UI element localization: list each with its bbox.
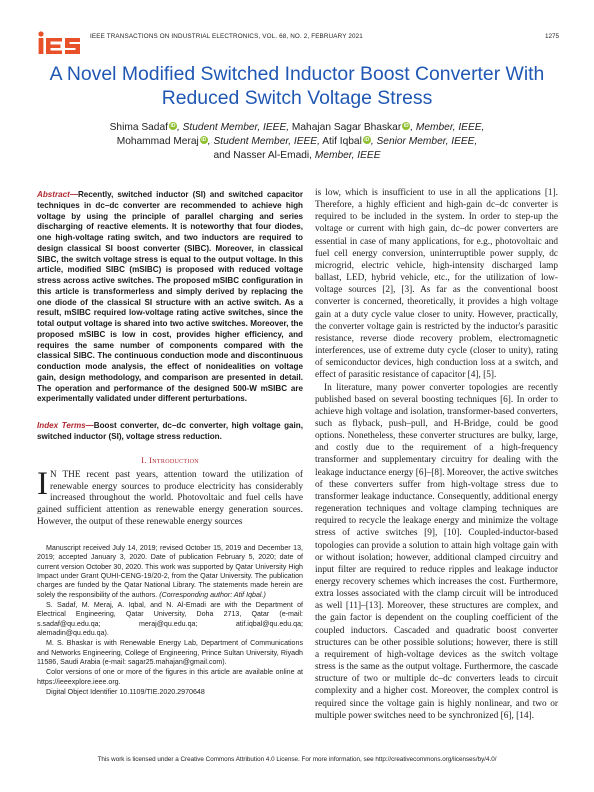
author-name: Atif Iqbal [319, 135, 362, 147]
right-column [315, 187, 558, 722]
author-name: Mohammad Meraj [116, 135, 199, 147]
intro-paragraph [37, 466, 303, 529]
section-number: I. [141, 455, 147, 465]
license-footer: This work is licensed under a Creative Commons Attribution 4.0 License. For more information, see http://creativecommons.org/licenses/by/4.0/ [97, 756, 497, 763]
orcid-icon[interactable]: iD [403, 123, 409, 129]
author-name: Mahajan Sagar Bhaskar [289, 122, 402, 133]
index-terms [37, 421, 303, 443]
orcid-icon[interactable]: iD [170, 123, 176, 129]
orcid-icon[interactable]: iD [364, 136, 370, 143]
paper-title: A Novel Modified Switched Inductor Boost Converter With Reduced Switch Voltage Stress [49, 63, 545, 109]
author-name: Shima Sadaf [109, 122, 168, 133]
index-terms-label: Index Terms— [37, 421, 94, 430]
author-list [60, 121, 534, 162]
abstract-text: Recently, switched inductor (SI) and switched capacitor techniques in dc–dc converter are recommended to achieve high voltage by using the principle of parallel charging and series discharging of reactive elements. It is noteworthy that four diodes, one high-voltage rating switch, and two inductors are required to design classical SI boost converter (SIBC). Moreover, in classical SIBC, the switch voltage stress is equal to the output voltage. In this article, modified SIBC (mSIBC) is proposed with reduced voltage stress across active switches. The proposed mSIBC configuration in this article is transformerless and simply derived by replacing the one diode of the classical SI structure with an active switch. As a result, mSIBC required low-voltage rating active switches, since the total output voltage is shared into two active switches. Moreover, the proposed mSIBC is low in cost, provides higher efficiency, and requires the same number of components compared with the classical SIBC. The continuous conduction mode and discontinuous conduction mode analysis, the effect of nonidealities on voltage gain, design methodology, and comparison are presented in detail. The operation and performance of the designed 500-W mSIBC are experimentally validated under different perturbations. [37, 190, 303, 404]
drop-cap: I [37, 466, 48, 502]
index-terms-text: Boost converter, dc–dc converter, high voltage gain, switched inductor (SI), voltage stress reduction. [37, 421, 303, 441]
author-membership: , Member, IEEE, [410, 122, 485, 133]
page-number: 1275 [544, 33, 559, 40]
author-name: and Nasser Al-Emadi, [213, 149, 312, 161]
section-heading [37, 455, 303, 465]
author-membership: , Senior Member, IEEE, [370, 135, 478, 147]
body-paragraph: In literature, many power converter topologies are recently published based on several boosting techniques [6]. In order to achieve high voltage and isolation, transformer-based converters, such as flyback, push–pull, and H-Bridge, could be good options. Nonetheless, these converter structures are bulky, large, and costly due to the requirement of a high-frequency transformer and supplementary circuitry for dealing with the leakage inductance energy [6]–[8]. Moreover, the active switches of these converters suffer from high-voltage stress due to transformer leakage inductance. Consequently, additional energy regeneration techniques and voltage clamping techniques are required to recycle the leakage energy and minimize the voltage stress of active switches [9], [10]. Coupled-inductor-based topologies can provide a solution to attain high voltage gain with or without isolation; however, additional clamped circuitry and input filter are required to reduce ripples and leakage inductor energy recovery schemes which increases the cost. Furthermore, extra losses associated with the clamp circuit will be introduced as well [11]–[13]. Moreover, these structures are complex, and the gain factor is dependent on the coupling coefficient of the coupled inductors. Cascaded and quadratic boost converter structures can be other possible solutions; however, there is still a requirement of high-voltage devices as the switch voltage stress is the same as the output voltage. Furthermore, the cascade structure of two or multiple dc–dc converters leads to circuit complexity and a higher cost. Moreover, the complex control is required since the voltage gain is highly nonlinear, and two or multiple power switches need to be synchronized [6], [14]. [315, 382, 558, 721]
footnote-color: Color versions of one or more of the figures in this article are available online at https://ieeexplore.ieee.org. [37, 668, 303, 686]
footnote-affiliation: S. Sadaf, M. Meraj, A. Iqbal, and N. Al-Emadi are with the Department of Electrical Engineering, Qatar University, Doha 2713, Qatar (e-mail: s.sadaf@qu.edu.qa; meraj@qu.edu.qa; atif.iqbal@qu.edu.qa; alemadin@qu.edu.qa). [37, 601, 303, 638]
footnotes [37, 544, 303, 699]
author-membership: , Student Member, IEEE, [207, 135, 320, 147]
footnote-corresponding: (Corresponding author: Atif Iqbal.) [159, 590, 266, 599]
abstract-label: Abstract— [37, 190, 78, 199]
author-membership: , Student Member, IEEE, [176, 122, 290, 133]
journal-header: IEEE TRANSACTIONS ON INDUSTRIAL ELECTRONICS, VOL. 68, NO. 2, FEBRUARY 2021 [90, 33, 363, 40]
footnote-doi: Digital Object Identifier 10.1109/TIE.2020.2970648 [46, 688, 205, 697]
ies-logo [36, 30, 82, 56]
author-membership: Member, IEEE [312, 149, 381, 161]
footnote-affiliation: M. S. Bhaskar is with Renewable Energy Lab, Department of Communications and Networks Engineering, College of Engineering, Prince Sultan University, Riyadh 11586, Saudi Arabia (e-mail: sagar25.mahajan@gmail.com). [37, 639, 303, 667]
intro-text: N THE recent past years, attention toward the utilization of renewable energy sources to produce electricity has considerably increased throughout the world. Photovoltaic and fuel cells have gained sufficient attention as renewable energy generation sources. However, the output of these renewable energy sources [37, 470, 303, 527]
body-paragraph: is low, which is insufficient to use in all the applications [1]. Therefore, a highly efficient and high-gain dc–dc converter is required to be included in the system. In order to step-up the voltage or current with high gain, dc–dc power converters are essential in case of many applications, for e.g., photovoltaic and fuel cell energy conversion, uninterruptible power supply, dc microgrid, electric vehicle, high-intensity discharged lamp ballast, LED, hybrid vehicle, etc., for the utilization of low-voltage sources [2], [3]. As far as the conventional boost converter is concerned, theoretically, it provides a high voltage gain at a duty cycle value closer to unity. However, practically, the converter voltage gain is restricted by the inductor's parasitic resistance, reverse diode recovery problem, electromagnetic interferences, use of extreme duty cycle (closer to unity), rating of semiconductor devices, high conduction loss at a switch, and effect of parasitic resistance of capacitor [4], [5]. [315, 188, 558, 381]
orcid-icon[interactable]: iD [201, 136, 207, 143]
abstract [37, 190, 303, 405]
section-title: Introduction [149, 455, 199, 465]
footnote-received: Manuscript received July 14, 2019; revised October 15, 2019 and December 13, 2019; accepted January 3, 2020. Date of publication February 5, 2020; date of current version October 30, 2020. This work was supported by Qatar University High Impact under Grant QUHI-CENG-19/20-2, from the Qatar University. The publication charges are funded by the Qatar National Library. The statements made herein are solely the responsibility of the authors. (Corresponding author: Atif Iqbal.) [37, 544, 303, 599]
